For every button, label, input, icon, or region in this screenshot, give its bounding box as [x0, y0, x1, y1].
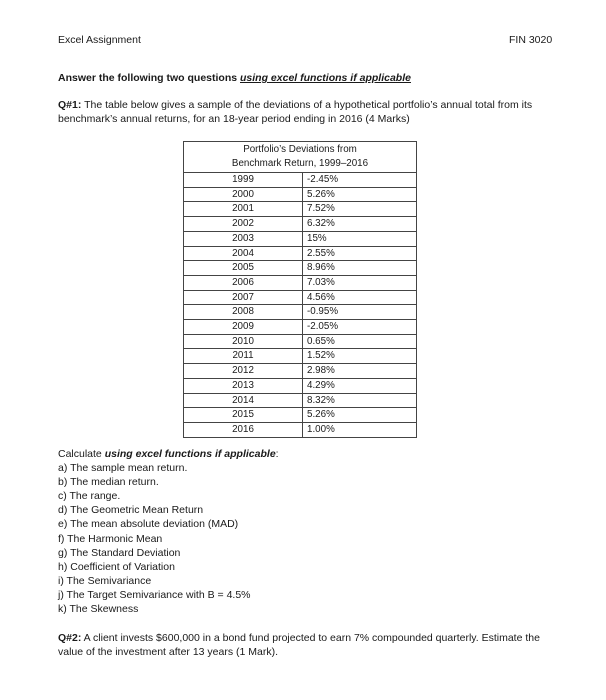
- table-row: [184, 173, 417, 188]
- deviation-cell: -0.95%: [303, 305, 417, 320]
- document-title: Excel Assignment: [58, 34, 141, 46]
- year-cell: 2013: [184, 378, 303, 393]
- year-cell: 2016: [184, 422, 303, 437]
- table-row: [184, 217, 417, 232]
- deviation-cell: 5.26%: [303, 408, 417, 423]
- table-row: [184, 246, 417, 261]
- deviation-cell: -2.05%: [303, 320, 417, 335]
- calculate-item: g) The Standard Deviation: [58, 546, 181, 559]
- table-row: [184, 393, 417, 408]
- deviation-cell: 2.98%: [303, 364, 417, 379]
- deviation-cell: 7.03%: [303, 275, 417, 290]
- deviation-cell: 2.55%: [303, 246, 417, 261]
- deviations-table: [183, 141, 417, 438]
- year-cell: 2001: [184, 202, 303, 217]
- question-2: [58, 631, 558, 659]
- instructions: [58, 72, 411, 84]
- calculate-item: d) The Geometric Mean Return: [58, 504, 204, 517]
- table-row: [184, 334, 417, 349]
- instructions-emphasis: using excel functions if applicable: [240, 72, 411, 84]
- calculate-item: f) The Harmonic Mean: [58, 532, 163, 545]
- year-cell: 2010: [184, 334, 303, 349]
- table-row: [184, 187, 417, 202]
- year-cell: 2003: [184, 231, 303, 246]
- calculate-suffix: :: [275, 448, 279, 460]
- deviation-cell: -2.45%: [303, 173, 417, 188]
- question-1: [58, 98, 558, 126]
- deviation-cell: 5.26%: [303, 187, 417, 202]
- question-1-text: The table below gives a sample of the deviations of a hypothetical portfolio’s annual total from its benchmark’s annual returns, for an 18-year period ending in 2016 (4 Marks): [58, 99, 533, 125]
- year-cell: 2012: [184, 364, 303, 379]
- calculate-list: [58, 461, 279, 616]
- year-cell: 2009: [184, 320, 303, 335]
- table-row: [184, 364, 417, 379]
- table-header-line-2: Benchmark Return, 1999–2016: [231, 158, 369, 169]
- table-row: [184, 231, 417, 246]
- table-row: [184, 202, 417, 217]
- table-row: [184, 305, 417, 320]
- deviation-cell: 6.32%: [303, 217, 417, 232]
- deviation-cell: 8.96%: [303, 261, 417, 276]
- deviation-cell: 4.29%: [303, 378, 417, 393]
- table-header-line-1: Portfolio’s Deviations from: [243, 144, 357, 155]
- year-cell: 2015: [184, 408, 303, 423]
- calculate-prefix: Calculate: [58, 448, 105, 460]
- deviation-cell: 1.00%: [303, 422, 417, 437]
- year-cell: 2007: [184, 290, 303, 305]
- year-cell: 2008: [184, 305, 303, 320]
- table-row: [184, 349, 417, 364]
- calculate-item: a) The sample mean return.: [58, 462, 188, 475]
- deviation-cell: 1.52%: [303, 349, 417, 364]
- year-cell: 2006: [184, 275, 303, 290]
- calculate-item: h) Coefficient of Variation: [58, 560, 175, 573]
- year-cell: 1999: [184, 173, 303, 188]
- table-header-row: [184, 142, 417, 173]
- table-row: [184, 422, 417, 437]
- calculate-section: [58, 447, 279, 616]
- deviation-cell: 8.32%: [303, 393, 417, 408]
- calculate-item: c) The range.: [58, 490, 121, 503]
- instructions-prefix: Answer the following two questions: [58, 72, 241, 84]
- year-cell: 2002: [184, 217, 303, 232]
- calculate-item: j) The Target Semivariance with B = 4.5%: [58, 588, 251, 601]
- table-row: [184, 290, 417, 305]
- deviation-cell: 0.65%: [303, 334, 417, 349]
- table-header: [184, 142, 417, 173]
- course-code: FIN 3020: [509, 34, 553, 46]
- calculate-title: [58, 447, 279, 461]
- year-cell: 2004: [184, 246, 303, 261]
- question-2-label: Q#2:: [58, 632, 82, 644]
- deviation-cell: 7.52%: [303, 202, 417, 217]
- calculate-item: e) The mean absolute deviation (MAD): [58, 518, 239, 531]
- question-1-label: Q#1:: [58, 99, 82, 111]
- year-cell: 2005: [184, 261, 303, 276]
- year-cell: 2011: [184, 349, 303, 364]
- calculate-item: b) The median return.: [58, 476, 159, 489]
- calculate-item: i) The Semivariance: [58, 574, 152, 587]
- calculate-item: k) The Skewness: [58, 603, 139, 616]
- table-row: [184, 378, 417, 393]
- deviation-cell: 4.56%: [303, 290, 417, 305]
- table-row: [184, 261, 417, 276]
- year-cell: 2014: [184, 393, 303, 408]
- calculate-emphasis: using excel functions if applicable: [104, 448, 276, 460]
- question-2-text: A client invests $600,000 in a bond fund projected to earn 7% compounded quarterly. Estimate the value of the investment after 13 years (1 Mark).: [58, 632, 540, 658]
- table-row: [184, 408, 417, 423]
- table-row: [184, 320, 417, 335]
- year-cell: 2000: [184, 187, 303, 202]
- table-row: [184, 275, 417, 290]
- deviation-cell: 15%: [303, 231, 417, 246]
